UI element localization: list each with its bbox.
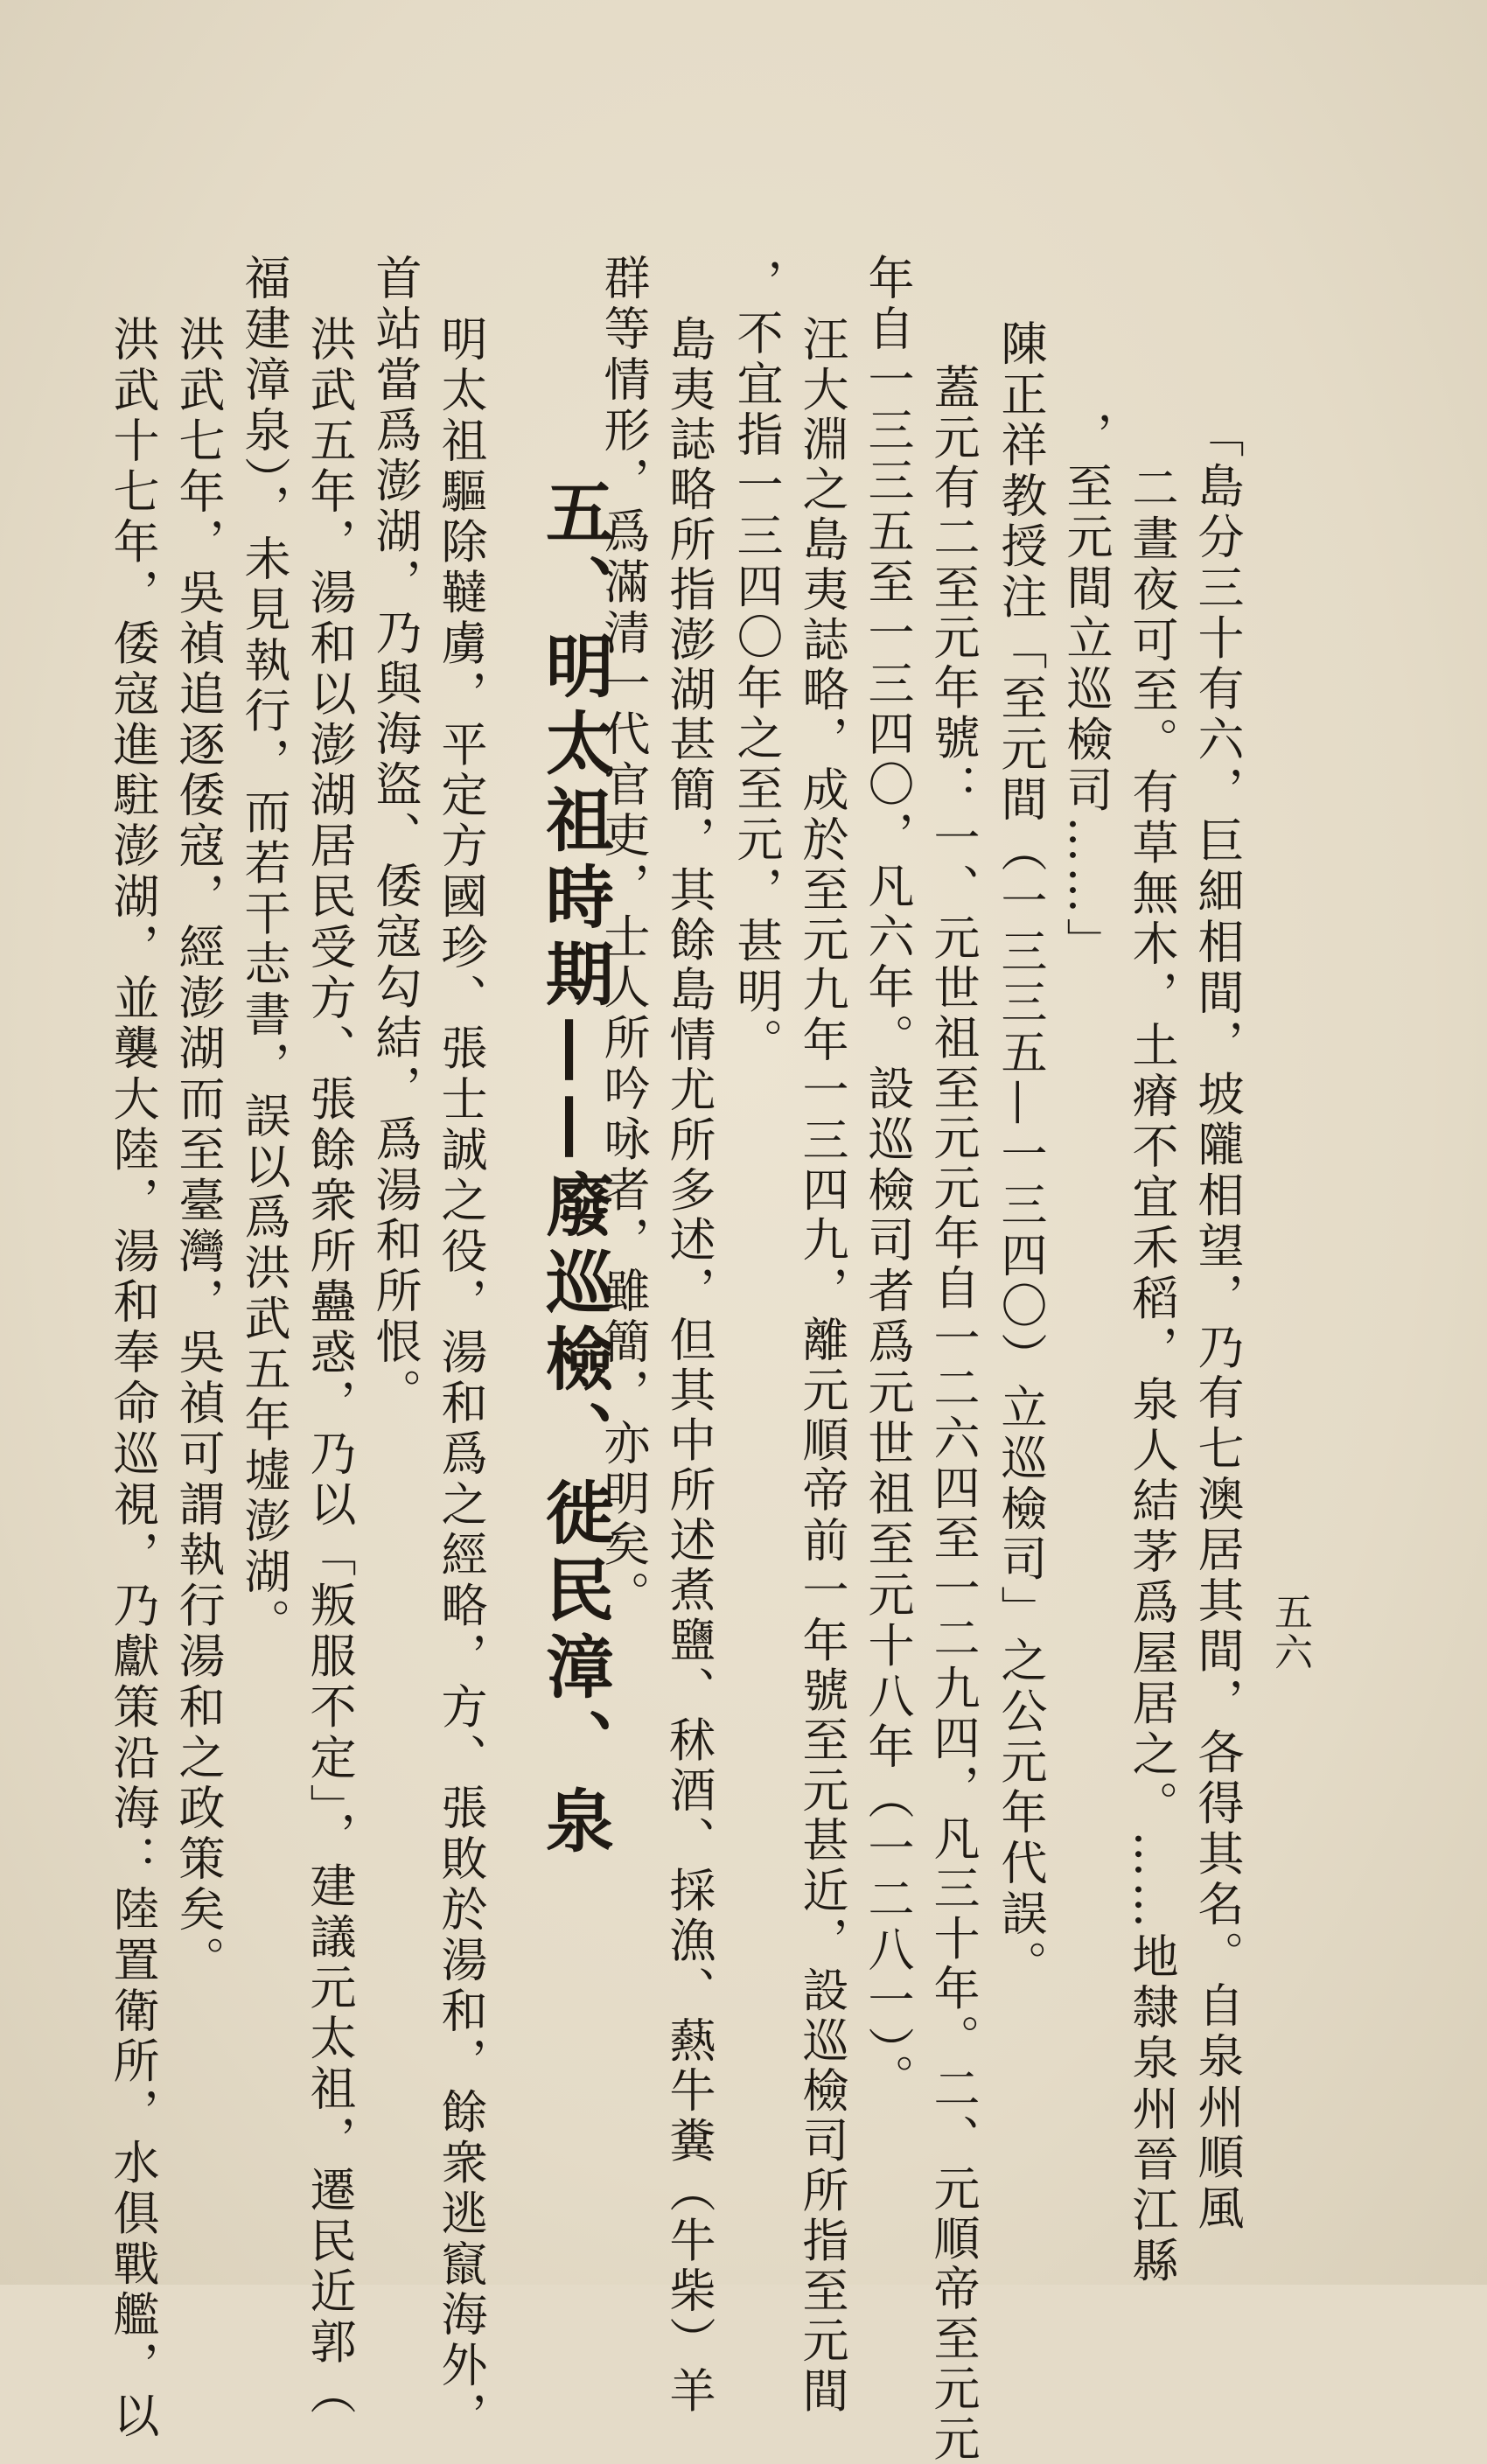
page-number: 五六 (1267, 1592, 1312, 1672)
text-line-7: 汪大淵之島夷誌略，成於至元九年一三四九，離元順帝前一年號至元甚近，設巡檢司所指至元間 (795, 315, 848, 2417)
text-line-2: 二晝夜可至。有草無木，土瘠不宜禾稻，泉人結茅爲屋居之。……地隸泉州晉江縣 (1125, 464, 1178, 2287)
text-line-16: 洪武十七年，倭寇進駐澎湖，並襲大陸，湯和奉命巡視，乃獻策沿海：陸置衛所，水俱戰艦，以 (106, 315, 159, 2442)
section-heading: 五、明太祖時期——廢巡檢、徙民漳、泉 (534, 477, 614, 1862)
text-line-5: 蓋元有二至元年號：一、元世祖至元元年自一二六四至一二九四，凡三十年。二、元順帝至元元 (926, 363, 980, 2464)
text-line-6: 年自一三三五至一三四〇，凡六年。設巡檢司者爲元世祖至元十八年（一二八一）。 (861, 254, 914, 2105)
text-line-1: 「島分三十有六，巨細相間，坡隴相望，乃有七澳居其間，各得其名。自泉州順風 (1190, 411, 1244, 2235)
text-line-8: ，不宜指一三四〇年之至元，甚明。 (730, 258, 783, 1069)
text-line-15: 洪武七年，吳禎追逐倭寇，經澎湖而至臺灣，吳禎可謂執行湯和之政策矣。 (171, 315, 225, 1986)
text-line-3: ，至元間立巡檢司……」 (1059, 411, 1113, 968)
text-line-12: 首站當爲澎湖，乃與海盜、倭寇勾結，爲湯和所恨。 (368, 254, 422, 1419)
text-line-9: 島夷誌略所指澎湖甚簡，其餘島情尤所多述，但其中所述煮鹽、秫酒、採漁、爇牛糞（牛柴）羊 (662, 315, 716, 2417)
text-line-10: 群等情形，爲滿清一代官吏，士人所吟咏者，雖簡，亦明矣。 (597, 254, 650, 1622)
text-line-4: 陳正祥教授注「至元間（一三三五—一三四〇）立巡檢司」之公元年代誤。 (994, 319, 1047, 1991)
text-line-14: 福建漳泉），未見執行，而若干志書，誤以爲洪武五年墟澎湖。 (237, 254, 290, 1649)
text-line-11: 明太祖驅除韃虜，平定方國珍、張士誠之役，湯和爲之經略，方、張敗於湯和，餘衆逃竄海外， (434, 315, 487, 2442)
text-line-13: 洪武五年，湯和以澎湖居民受方、張餘衆所蠱惑，乃以「叛服不定」，建議元太祖，遷民近郭（ (303, 315, 356, 2419)
